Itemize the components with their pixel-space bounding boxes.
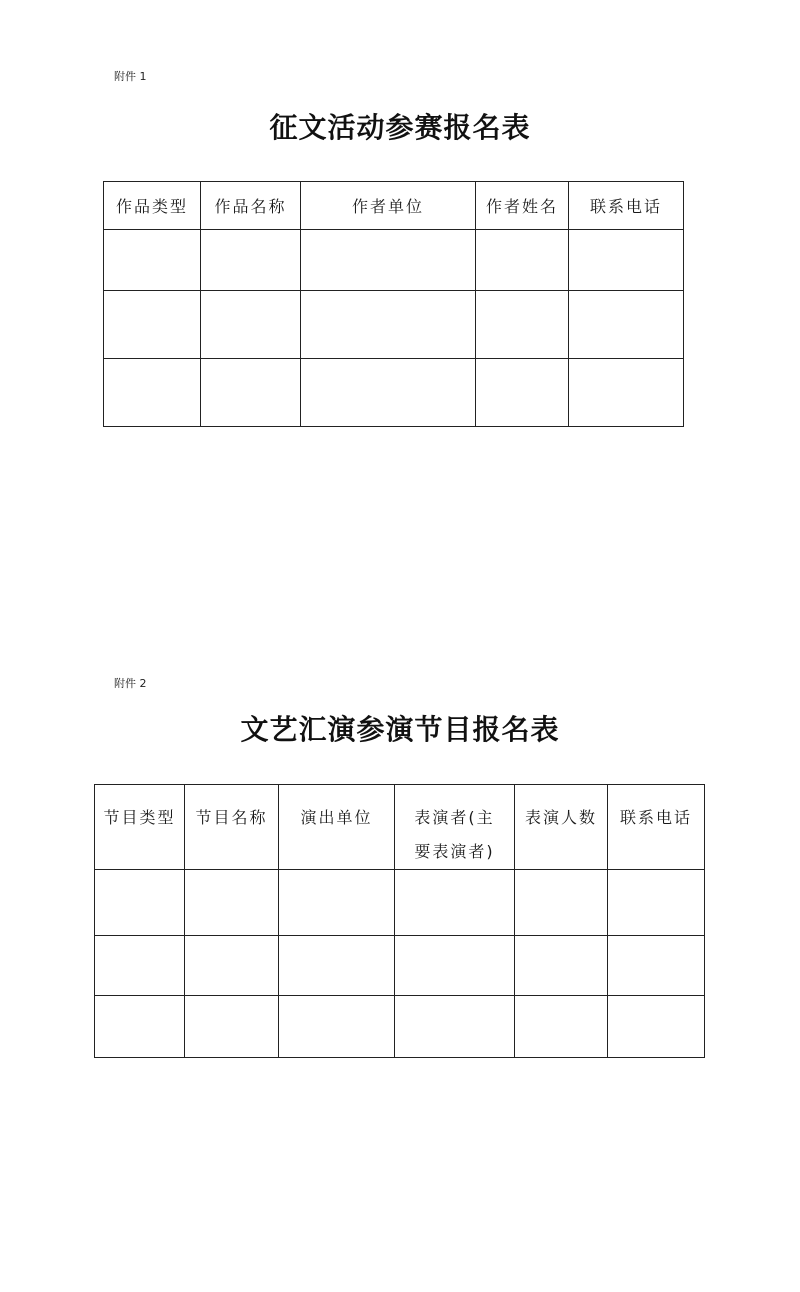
table-cell[interactable] <box>395 936 515 996</box>
table-row <box>95 870 705 936</box>
table-cell[interactable] <box>608 870 705 936</box>
table-cell[interactable] <box>104 230 201 291</box>
attachment-label-2: 附件 2 <box>114 677 147 690</box>
header-contact-phone: 联系电话 <box>608 785 705 870</box>
performance-registration-table <box>94 784 705 1058</box>
table-cell[interactable] <box>395 870 515 936</box>
header-program-type: 节目类型 <box>95 785 185 870</box>
header-work-type: 作品类型 <box>104 182 201 230</box>
header-contact-phone: 联系电话 <box>569 182 684 230</box>
table-cell[interactable] <box>279 936 395 996</box>
table-cell[interactable] <box>515 936 608 996</box>
table-cell[interactable] <box>608 996 705 1058</box>
table-row <box>104 230 684 291</box>
table-cell[interactable] <box>201 359 301 427</box>
table-cell[interactable] <box>569 359 684 427</box>
essay-registration-table <box>103 181 684 427</box>
table-cell[interactable] <box>279 996 395 1058</box>
attachment-label-1: 附件 1 <box>114 70 147 83</box>
table-cell[interactable] <box>185 996 279 1058</box>
table-cell[interactable] <box>95 870 185 936</box>
table-header-row <box>95 785 705 870</box>
table-row <box>95 996 705 1058</box>
table-cell[interactable] <box>185 870 279 936</box>
header-author-unit: 作者单位 <box>301 182 476 230</box>
table-cell[interactable] <box>301 291 476 359</box>
table-cell[interactable] <box>201 230 301 291</box>
table-cell[interactable] <box>395 996 515 1058</box>
header-performers: 表演者(主要表演者) <box>395 785 515 870</box>
table-cell[interactable] <box>104 359 201 427</box>
header-performing-unit: 演出单位 <box>279 785 395 870</box>
table-cell[interactable] <box>279 870 395 936</box>
table-cell[interactable] <box>476 230 569 291</box>
table-cell[interactable] <box>569 291 684 359</box>
table-cell[interactable] <box>301 230 476 291</box>
table-row <box>104 359 684 427</box>
table-cell[interactable] <box>201 291 301 359</box>
table-cell[interactable] <box>515 870 608 936</box>
header-work-name: 作品名称 <box>201 182 301 230</box>
table-row <box>95 936 705 996</box>
table-cell[interactable] <box>95 996 185 1058</box>
table-cell[interactable] <box>569 230 684 291</box>
page-title-performance-registration: 文艺汇演参演节目报名表 <box>240 713 560 746</box>
table-cell[interactable] <box>476 291 569 359</box>
table-cell[interactable] <box>476 359 569 427</box>
page-title-essay-registration: 征文活动参赛报名表 <box>269 111 531 144</box>
header-performer-count: 表演人数 <box>515 785 608 870</box>
table-cell[interactable] <box>104 291 201 359</box>
header-author-name: 作者姓名 <box>476 182 569 230</box>
table-row <box>104 291 684 359</box>
table-cell[interactable] <box>608 936 705 996</box>
table-cell[interactable] <box>95 936 185 996</box>
table-header-row <box>104 182 684 230</box>
table-cell[interactable] <box>185 936 279 996</box>
table-cell[interactable] <box>515 996 608 1058</box>
header-program-name: 节目名称 <box>185 785 279 870</box>
table-cell[interactable] <box>301 359 476 427</box>
